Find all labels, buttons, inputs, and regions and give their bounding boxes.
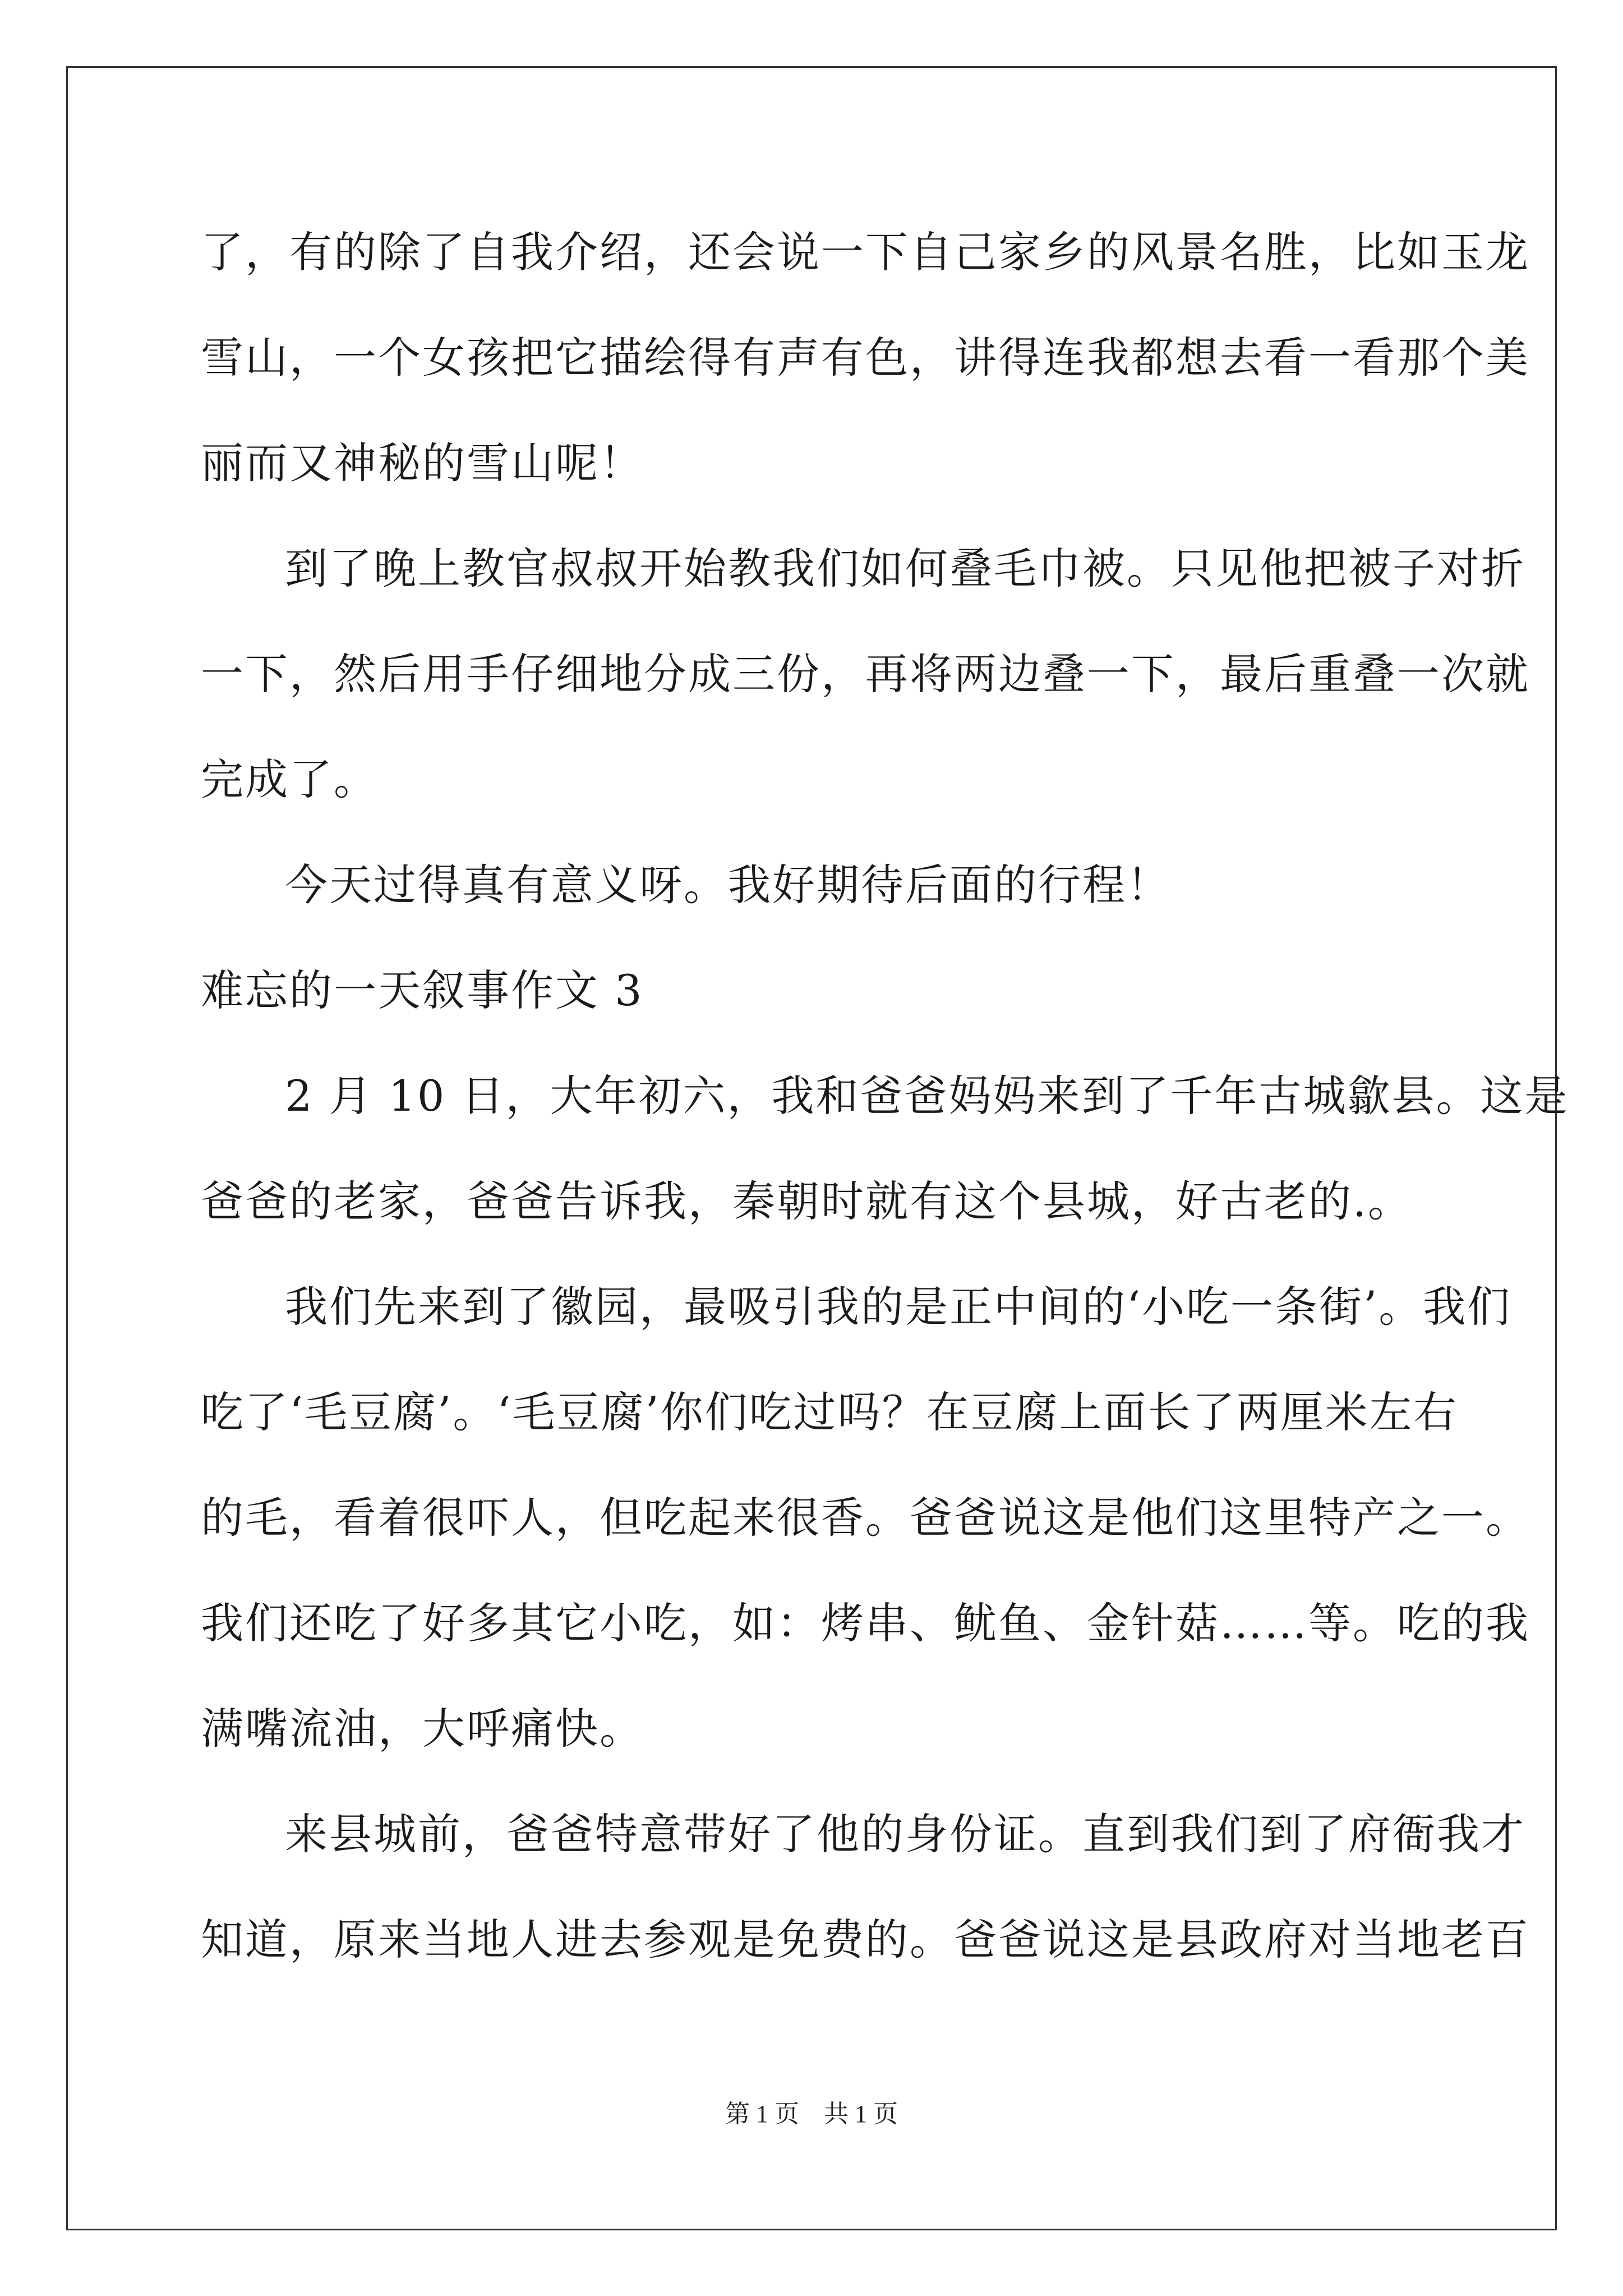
section-heading: 难忘的一天叙事作文 3: [201, 965, 644, 1015]
text-line: 的毛，看着很吓人，但吃起来很香。爸爸说这是他们这里特产之一。: [201, 1493, 1530, 1543]
text-line: 我们还吃了好多其它小吃，如：烤串、鱿鱼、金针菇……等。吃的我: [201, 1598, 1530, 1648]
text-line: 丽而又神秘的雪山呢！: [201, 438, 644, 488]
text-line: 雪山，一个女孩把它描绘得有声有色，讲得连我都想去看一看那个美: [201, 333, 1530, 383]
paragraph-start-line: 2 月 10 日，大年初六，我和爸爸妈妈来到了千年古城歙县。这是: [285, 1071, 1569, 1121]
text-line: 了，有的除了自我介绍，还会说一下自己家乡的风景名胜，比如玉龙: [201, 227, 1530, 277]
text-line: 一下，然后用手仔细地分成三份，再将两边叠一下，最后重叠一次就: [201, 649, 1530, 699]
paragraph-start-line: 今天过得真有意义呀。我好期待后面的行程！: [285, 860, 1171, 910]
text-line: 知道，原来当地人进去参观是免费的。爸爸说这是县政府对当地老百: [201, 1915, 1530, 1964]
text-line: 满嘴流油，大呼痛快。: [201, 1704, 644, 1754]
text-line: 爸爸的老家，爸爸告诉我，秦朝时就有这个县城，好古老的.。: [201, 1176, 1413, 1226]
paragraph-start-line: 我们先来到了徽园，最吸引我的是正中间的‘小吃一条街’。我们: [285, 1282, 1512, 1332]
page-number-footer: 第 1 页 共 1 页: [725, 2100, 898, 2128]
paragraph-start-line: 到了晚上教官叔叔开始教我们如何叠毛巾被。只见他把被子对折: [285, 544, 1525, 593]
text-line: 吃了‘毛豆腐’。‘毛豆腐’你们吃过吗？在豆腐上面长了两厘米左右: [201, 1387, 1458, 1437]
paragraph-start-line: 来县城前，爸爸特意带好了他的身份证。直到我们到了府衙我才: [285, 1809, 1525, 1859]
text-line: 完成了。: [201, 754, 378, 804]
